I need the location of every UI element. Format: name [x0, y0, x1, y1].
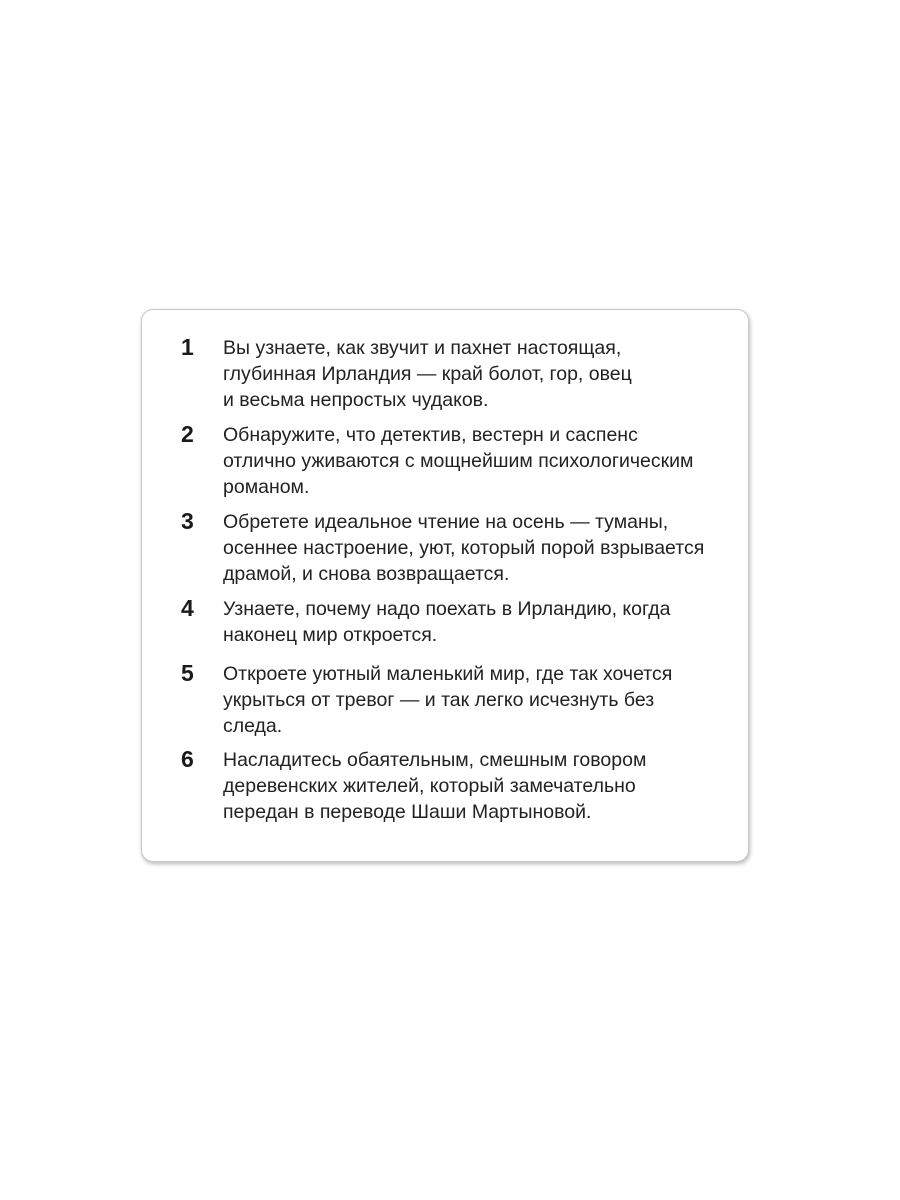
reasons-card [141, 309, 749, 862]
item-text-line: Обретете идеальное чтение на осень — туманы, [223, 511, 669, 533]
item-text-line: передан в переводе Шаши Мартыновой. [223, 801, 592, 823]
item-text-line: глубинная Ирландия — край болот, гор, овец [223, 363, 632, 385]
item-text [223, 335, 728, 413]
item-text-line: драмой, и снова возвращается. [223, 563, 510, 585]
item-text-line: Обнаружите, что детектив, вестерн и саспенс [223, 424, 638, 446]
item-text-line: осеннее настроение, уют, который порой взрывается [223, 537, 705, 559]
item-text-line: деревенских жителей, который замечательно [223, 775, 636, 797]
item-text-line: Вы узнаете, как звучит и пахнет настоящая, [223, 337, 622, 359]
item-text-line: Узнаете, почему надо поехать в Ирландию, когда [223, 598, 671, 620]
item-text-line: романом. [223, 476, 310, 498]
item-number: 4 [181, 595, 194, 621]
item-text-line: отлично уживаются с мощнейшим психологическим [223, 450, 694, 472]
item-text-line: наконец мир откроется. [223, 624, 438, 646]
item-text [223, 747, 728, 825]
item-number: 1 [181, 334, 194, 360]
item-number: 5 [181, 660, 194, 686]
item-number: 6 [181, 746, 194, 772]
item-text-line: следа. [223, 715, 283, 737]
item-text [223, 661, 728, 739]
item-text-line: укрыться от тревог — и так легко исчезнуть без [223, 689, 655, 711]
item-text [223, 422, 728, 500]
item-text [223, 596, 728, 648]
item-text [223, 509, 728, 587]
item-number: 3 [181, 508, 194, 534]
item-number: 2 [181, 421, 194, 447]
item-text-line: Откроете уютный маленький мир, где так хочется [223, 663, 673, 685]
item-text-line: и весьма непростых чудаков. [223, 389, 489, 411]
item-text-line: Насладитесь обаятельным, смешным говором [223, 749, 647, 771]
